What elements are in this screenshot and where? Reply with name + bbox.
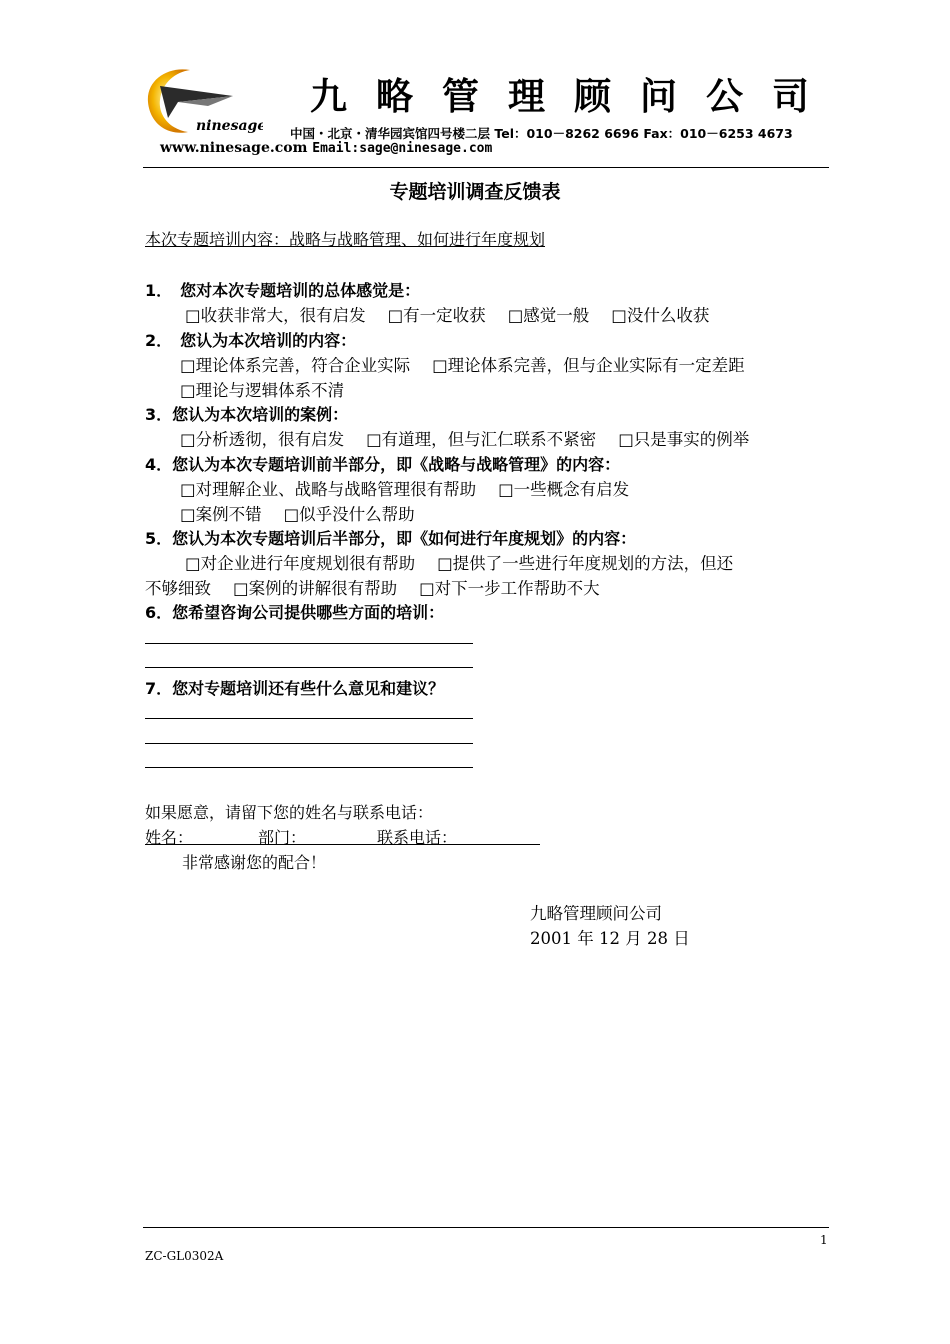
- question-5-options: [185, 550, 733, 574]
- option-checkbox[interactable]: □一些概念有启发: [498, 480, 630, 499]
- option-checkbox[interactable]: □对企业进行年度规划很有帮助: [185, 554, 416, 573]
- header-divider: [143, 167, 829, 168]
- answer-line[interactable]: [145, 743, 473, 744]
- question-2-options-row2: [180, 377, 344, 401]
- company-name: 九略管理顾问公司: [310, 74, 838, 118]
- option-checkbox[interactable]: □提供了一些进行年度规划的方法，但还: [437, 554, 734, 573]
- option-checkbox[interactable]: □有一定收获: [387, 306, 486, 325]
- question-1-options: [185, 302, 731, 326]
- logo-text: ninesage: [196, 118, 263, 134]
- option-checkbox[interactable]: □没什么收获: [611, 306, 710, 325]
- contact-fields: [145, 825, 540, 845]
- question-7: 7．您对专题培训还有些什么意见和建议？: [145, 679, 445, 698]
- question-4-options-row2: [180, 501, 415, 525]
- option-checkbox[interactable]: □案例不错: [180, 505, 262, 524]
- option-checkbox[interactable]: □有道理，但与汇仁联系不紧密: [366, 430, 597, 449]
- signature-date: 2001 年 12 月 28 日: [530, 929, 690, 948]
- option-checkbox[interactable]: □分析透彻，很有启发: [180, 430, 345, 449]
- answer-line[interactable]: [145, 643, 473, 644]
- answer-line[interactable]: [145, 718, 473, 719]
- training-topic: 本次专题培训内容：战略与战略管理、如何进行年度规划: [145, 230, 546, 249]
- option-checkbox[interactable]: □对理解企业、战略与战略管理很有帮助: [180, 480, 477, 499]
- answer-line[interactable]: [145, 767, 473, 768]
- option-text-continued: 不够细致: [145, 579, 211, 598]
- option-checkbox[interactable]: □只是事实的例举: [618, 430, 750, 449]
- question-3-options: [180, 426, 749, 450]
- signature-company: 九略管理顾问公司: [530, 904, 662, 923]
- department-label[interactable]: 部门：: [258, 828, 307, 847]
- question-2: 2． 您认为本次培训的内容：: [145, 331, 357, 350]
- option-checkbox[interactable]: □案例的讲解很有帮助: [233, 579, 398, 598]
- question-4-options: [180, 476, 629, 500]
- name-label[interactable]: 姓名：: [145, 828, 194, 847]
- page-number: 1: [820, 1233, 828, 1247]
- question-6: 6．您希望咨询公司提供哪些方面的培训：: [145, 603, 445, 622]
- company-web: [160, 140, 492, 156]
- website-link[interactable]: www.ninesage.com: [160, 140, 308, 156]
- company-address: 中国・北京・清华园宾馆四号楼二层 Tel：010－8262 6696 Fax：010－6253 4673: [290, 126, 793, 141]
- question-4: 4．您认为本次专题培训前半部分，即《战略与战略管理》的内容：: [145, 455, 621, 474]
- option-checkbox[interactable]: □理论体系完善，但与企业实际有一定差距: [432, 356, 745, 375]
- question-3: 3．您认为本次培训的案例：: [145, 405, 349, 424]
- thanks-message: 非常感谢您的配合！: [182, 853, 327, 872]
- question-2-options: [180, 352, 745, 376]
- option-checkbox[interactable]: □理论体系完善，符合企业实际: [180, 356, 411, 375]
- answer-line[interactable]: [145, 667, 473, 668]
- phone-label[interactable]: 联系电话：: [377, 828, 458, 847]
- contact-prompt: 如果愿意，请留下您的姓名与联系电话：: [145, 803, 434, 822]
- document-title: 专题培训调查反馈表: [389, 181, 561, 203]
- document-code: ZC-GL0302A: [145, 1249, 224, 1263]
- option-checkbox[interactable]: □感觉一般: [507, 306, 590, 325]
- option-checkbox[interactable]: □对下一步工作帮助不大: [419, 579, 600, 598]
- question-5: 5．您认为本次专题培训后半部分，即《如何进行年度规划》的内容：: [145, 529, 637, 548]
- option-checkbox[interactable]: □似乎没什么帮助: [283, 505, 415, 524]
- option-checkbox[interactable]: □收获非常大，很有启发: [185, 306, 366, 325]
- footer-divider: [143, 1227, 829, 1228]
- company-logo: [138, 62, 263, 140]
- option-checkbox[interactable]: □理论与逻辑体系不清: [180, 381, 345, 400]
- question-5-options-row2: [145, 575, 600, 599]
- question-1: 1． 您对本次专题培训的总体感觉是：: [145, 281, 421, 300]
- email-link[interactable]: Email:sage@ninesage.com: [312, 141, 493, 156]
